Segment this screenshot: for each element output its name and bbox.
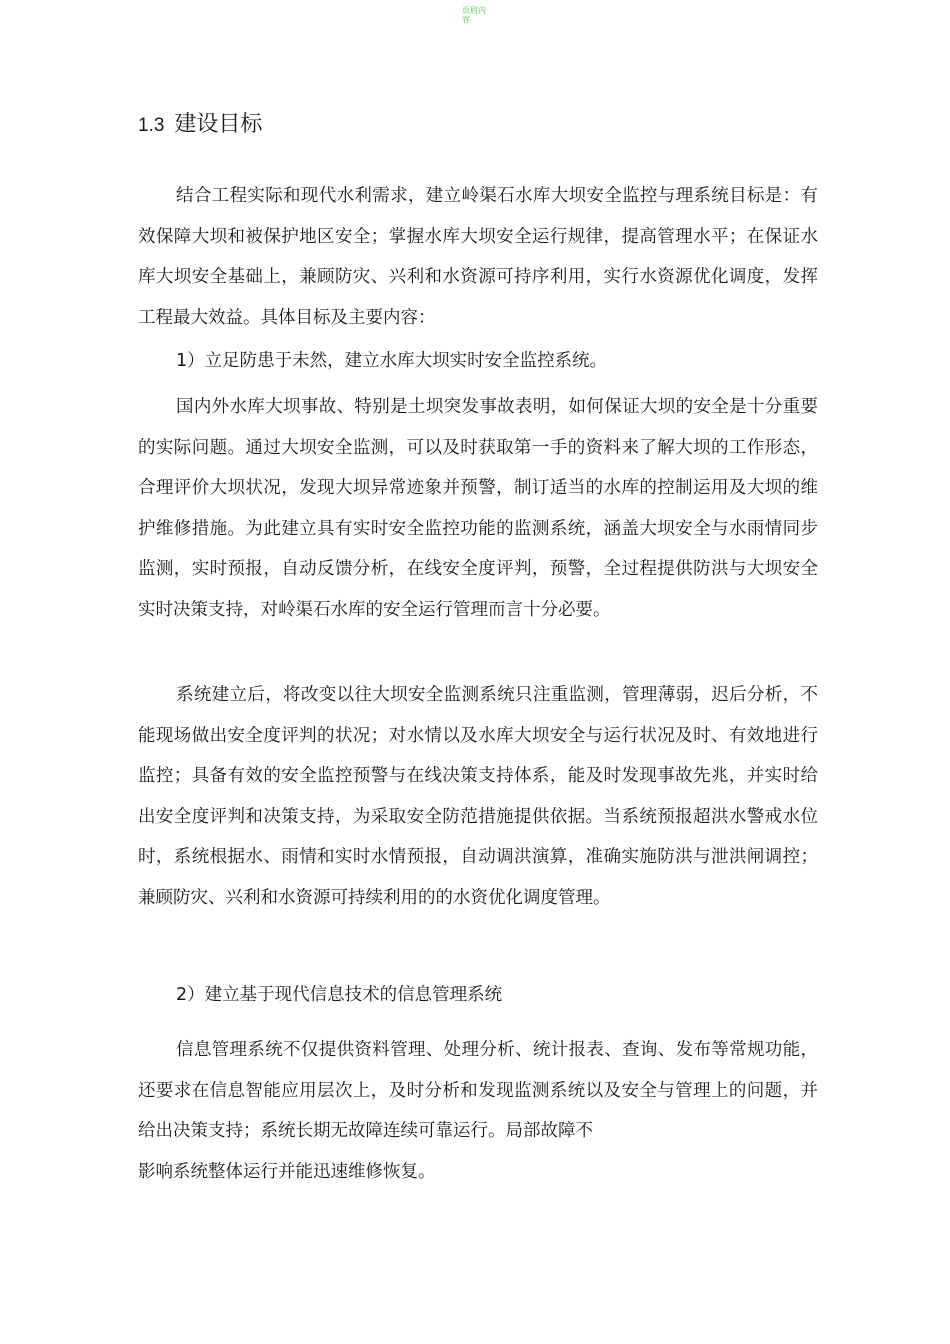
section-title: 建设目标 <box>174 112 263 137</box>
goal-item-2: 2）建立基于现代信息技术的信息管理系统 <box>176 985 503 1005</box>
intro-paragraph: 结合工程实际和现代水利需求，建立岭渠石水库大坝安全监控与理系统目标是：有效保障大坝和被保护地区安全；掌握水库大坝安全运行规律，提高管理水平；在保证水库大坝安全基础上，兼顾防灾、兴利和水资源可持序利用，实行水资源优化调度，发挥工程最大效益。具体目标及主要内容： <box>138 186 818 328</box>
goal-item-1: 1）立足防患于未然，建立水库大坝实时安全监控系统。 <box>176 351 608 371</box>
system-benefits-paragraph: 系统建立后，将改变以往大坝安全监测系统只注重监测，管理薄弱，迟后分析，不能现场做出安全度评判的状况；对水情以及水库大坝安全与运行状况及时、有效地进行监控；具备有效的安全监控预警与在线决策支持体系，能及时发现事故先兆，并实时给出安全度评判和决策支持，为采取安全防范措施提供依据。当系统预报超洪水警戒水位时，系统根据水、雨情和实时水情预报，自动调洪演算，准确实施防洪与泄洪闸调控；兼顾防灾、兴利和水资源可持续利用的的水资优化调度管理。 <box>138 685 818 908</box>
monitoring-paragraph: 国内外水库大坝事故、特别是土坝突发事故表明，如何保证大坝的安全是十分重要的实际问题。通过大坝安全监测，可以及时获取第一手的资料来了解大坝的工作形态，合理评价大坝状况，发现大坝异常迹象并预警，制订适当的水库的控制运用及大坝的维护维修措施。为此建立具有实时安全监控功能的监测系统，涵盖大坝安全与水雨情同步监测，实时预报，自动反馈分析，在线安全度评判，预警，全过程提供防洪与大坝安全实时决策支持，对岭渠石水库的安全运行管理而言十分必要。 <box>138 397 818 620</box>
section-number: 1.3 <box>138 115 165 136</box>
page-header-note: 页眉内容 <box>462 6 486 24</box>
info-system-paragraph: 信息管理系统不仅提供资料管理、处理分析、统计报表、查询、发布等常规功能，还要求在信息智能应用层次上，及时分析和发现监测系统以及安全与管理上的问题，并给出决策支持；系统长期无故障连续可靠运行。局部故障不 <box>138 1040 818 1141</box>
info-system-paragraph-tail: 影响系统整体运行并能迅速维修恢复。 <box>138 1162 436 1182</box>
section-heading <box>138 110 262 141</box>
